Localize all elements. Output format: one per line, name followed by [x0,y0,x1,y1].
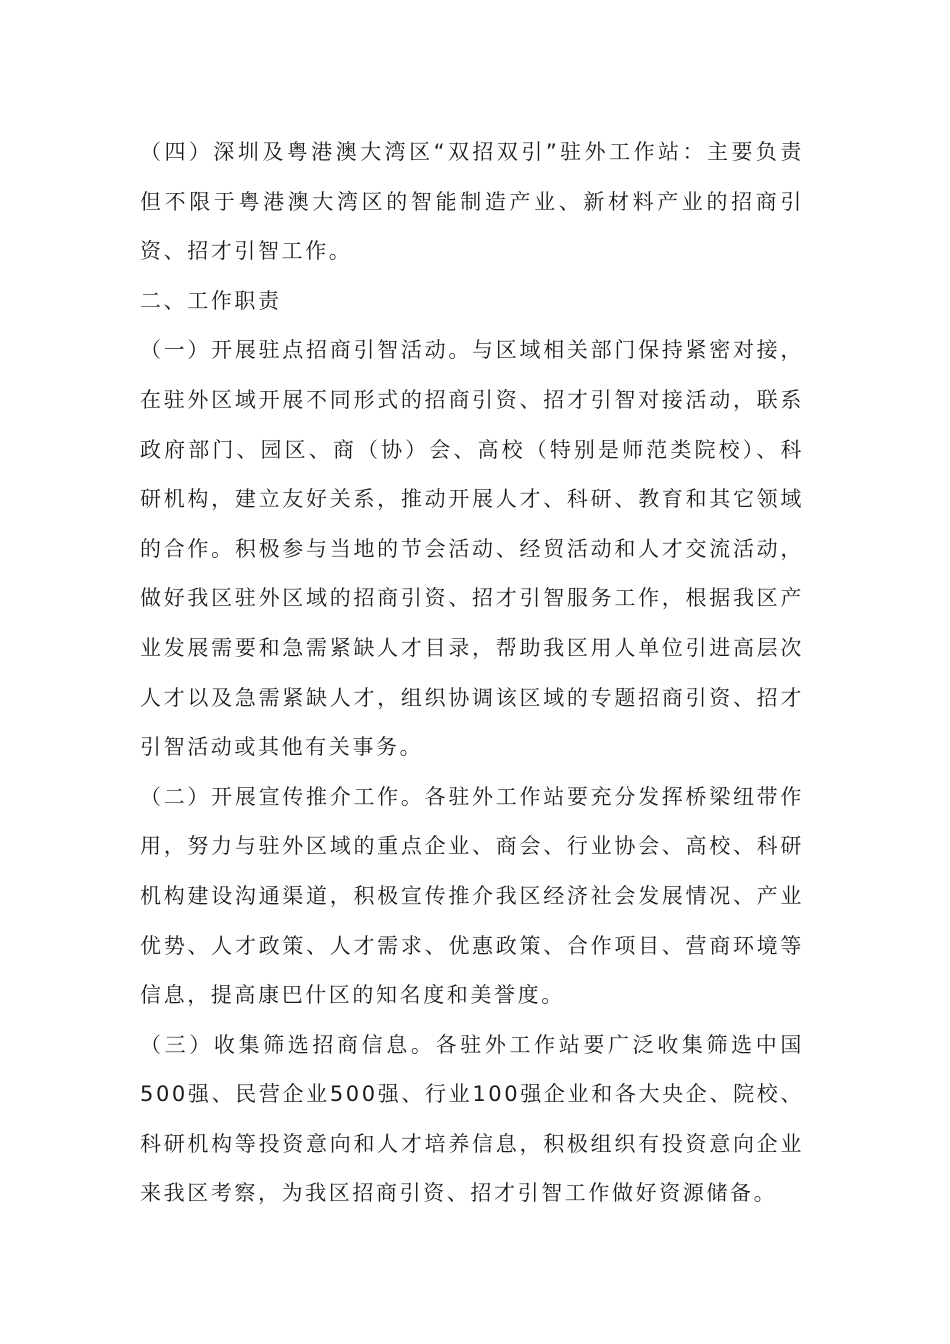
paragraph-duty-one: （一）开展驻点招商引智活动。与区域相关部门保持紧密对接，在驻外区域开展不同形式的招商引资、招才引智对接活动，联系政府部门、园区、商（协）会、高校（特别是师范类院校）、科研机构，建立友好关系，推动开展人才、科研、教育和其它领域的合作。积极参与当地的节会活动、经贸活动和人才交流活动，做好我区驻外区域的招商引资、招才引智服务工作，根据我区产业发展需要和急需紧缺人才目录，帮助我区用人单位引进高层次人才以及急需紧缺人才，组织协调该区域的专题招商引资、招才引智活动或其他有关事务。 [140,338,804,760]
section-heading-duties: 二、工作职责 [140,288,282,313]
paragraph-station-four: （四）深圳及粤港澳大湾区“双招双引”驻外工作站：主要负责但不限于粤港澳大湾区的智能制造产业、新材料产业的招商引资、招才引智工作。 [140,140,804,264]
document-body [140,128,804,1219]
paragraph-duty-three: （三）收集筛选招商信息。各驻外工作站要广泛收集筛选中国500强、民营企业500强、行业100强企业和各大央企、院校、科研机构等投资意向和人才培养信息，积极组织有投资意向企业来我区考察，为我区招商引资、招才引智工作做好资源储备。 [140,1032,804,1206]
paragraph-duty-two: （二）开展宣传推介工作。各驻外工作站要充分发挥桥梁纽带作用，努力与驻外区域的重点企业、商会、行业协会、高校、科研机构建设沟通渠道，积极宣传推介我区经济社会发展情况、产业优势、人才政策、人才需求、优惠政策、合作项目、营商环境等信息，提高康巴什区的知名度和美誉度。 [140,784,804,1008]
